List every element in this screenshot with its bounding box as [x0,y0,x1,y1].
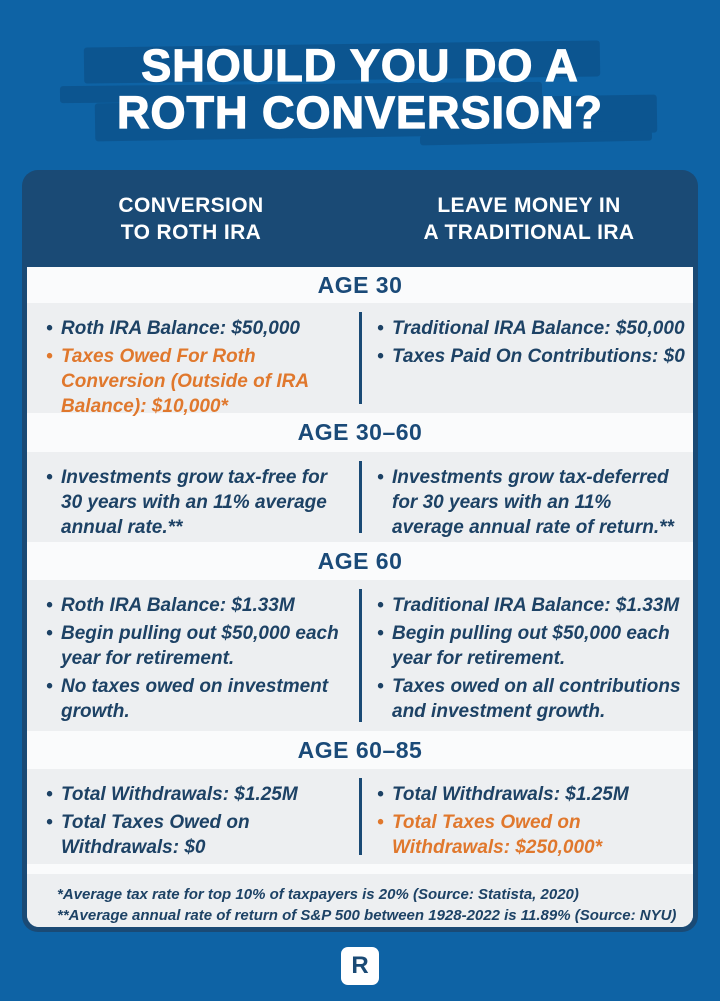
roth-cell-age-60 [27,580,360,731]
bullet-item: • Roth IRA Balance: $50,000 [46,316,352,341]
bullet-item: • Total Withdrawals: $1.25M [46,782,352,807]
bullet-item: • Total Taxes Owed on Withdrawals: $250,000* [377,810,685,860]
column-divider [359,589,362,722]
traditional-cell-age-30 [360,303,693,413]
page-title [0,42,720,136]
column-header-traditional-line1: LEAVE MONEY IN [437,193,621,217]
traditional-cell-age-30-60 [360,452,693,542]
roth-cell-age-30 [27,303,360,417]
page-title-line2: ROTH CONVERSION? [116,87,604,138]
bullet-item: • Taxes Paid On Contributions: $0 [377,344,685,369]
logo-letter-r: R [351,952,369,979]
footnotes [27,874,693,927]
bullet-item: • Begin pulling out $50,000 each year for retirement. [377,621,685,671]
bullet-item: • Investments grow tax-deferred for 30 years with an 11% average annual rate of return.** [377,465,685,540]
bullet-item: • Roth IRA Balance: $1.33M [46,593,352,618]
age-band-60-85 [27,731,693,769]
age-band-30 [27,267,693,303]
comparison-card [22,170,698,932]
traditional-cell-age-60 [360,580,693,731]
bullet-item: • Total Withdrawals: $1.25M [377,782,685,807]
age-label: AGE 30–60 [297,419,423,445]
roth-cell-age-30-60 [27,452,360,542]
column-header-traditional [360,192,698,246]
bullet-item: • Taxes owed on all contributions and investment growth. [377,674,685,724]
content-row-age-30 [27,303,693,417]
bullet-item: • Traditional IRA Balance: $50,000 [377,316,685,341]
column-divider [359,312,362,404]
footnote-line: *Average tax rate for top 10% of taxpayers is 20% (Source: Statista, 2020) [57,886,579,903]
brand-logo [341,947,379,985]
age-label: AGE 30 [317,271,403,298]
bullet-item: • Taxes Owed For Roth Conversion (Outside of IRA Balance): $10,000* [46,344,352,419]
age-band-60 [27,542,693,580]
section-separator [27,864,693,874]
card-body [27,267,693,927]
bullet-item: • Investments grow tax-free for 30 years with an 11% average annual rate.** [46,465,352,540]
age-label: AGE 60–85 [297,736,423,763]
content-row-age-60-85 [27,769,693,864]
column-divider [359,461,362,533]
title-area [0,0,720,170]
page-title-line1: SHOULD YOU DO A [141,40,579,91]
bullet-item: • Total Taxes Owed on Withdrawals: $0 [46,810,352,860]
roth-cell-age-60-85 [27,769,360,864]
content-row-age-60 [27,580,693,731]
column-header-traditional-line2: A TRADITIONAL IRA [423,220,635,244]
content-row-age-30-60 [27,452,693,542]
column-header-roth-line2: TO ROTH IRA [120,220,262,244]
column-header-roth-line1: CONVERSION [118,193,264,217]
footnote-line: **Average annual rate of return of S&P 500 between 1928-2022 is 11.89% (Source: NYU) [57,907,677,924]
bullet-item: • No taxes owed on investment growth. [46,674,352,724]
traditional-cell-age-60-85 [360,769,693,864]
age-label: AGE 60 [317,547,403,574]
card-header [22,170,698,267]
column-divider [359,778,362,855]
bullet-item: • Begin pulling out $50,000 each year for retirement. [46,621,352,671]
bullet-item: • Traditional IRA Balance: $1.33M [377,593,685,618]
column-header-roth [22,192,360,246]
